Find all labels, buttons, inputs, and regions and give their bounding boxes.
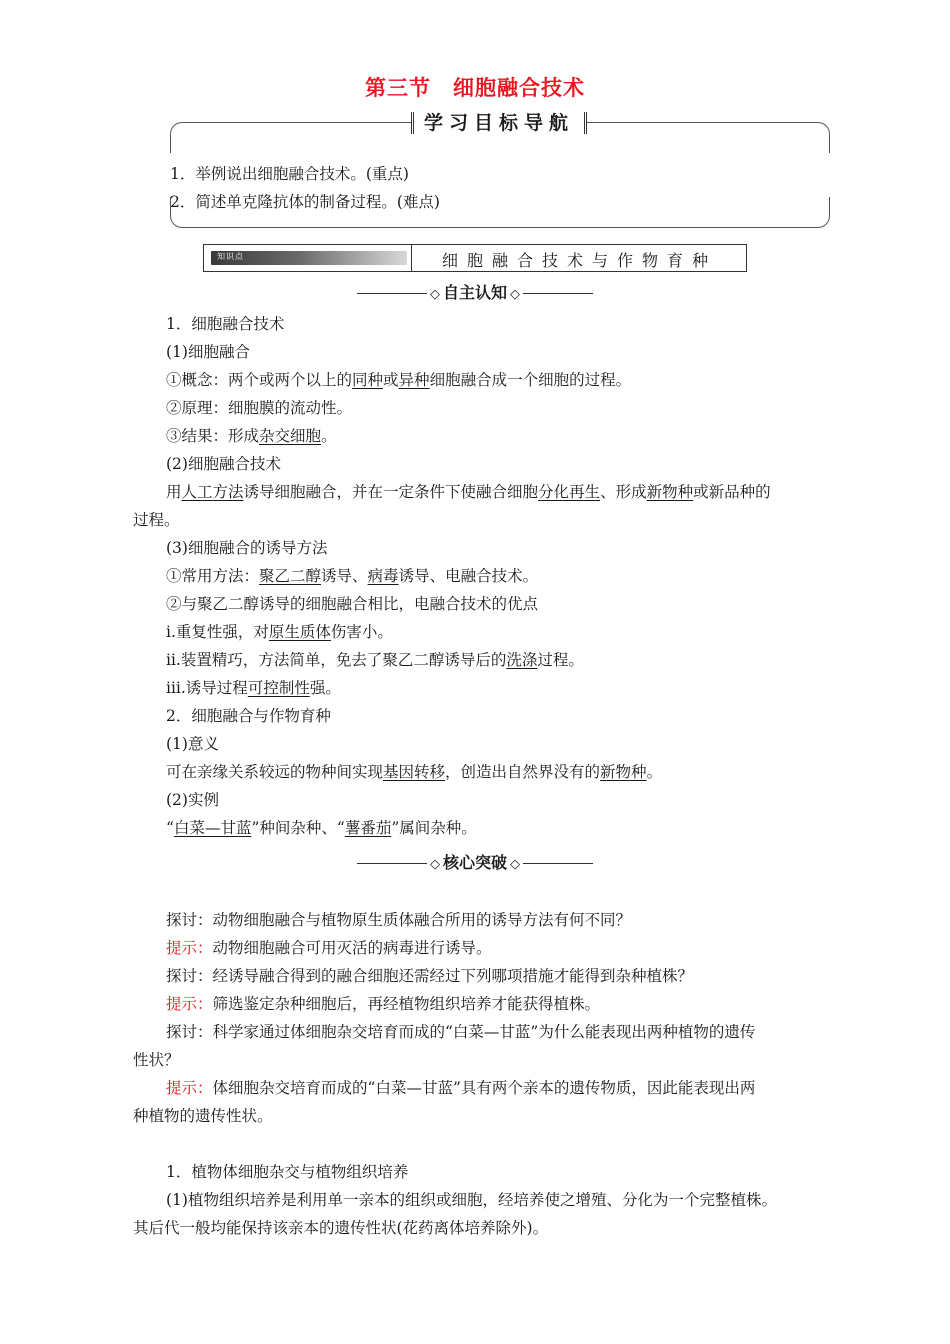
text-line: ⅰ.重复性强，对原生质体伤害小。 — [166, 623, 393, 641]
knowledge-point-label: 知识点 — [211, 251, 407, 265]
objectives-header: 学习目标导航 — [411, 112, 587, 134]
text-line: 1．植物体细胞杂交与植物组织培养 — [166, 1163, 409, 1181]
knowledge-point-title: 细胞融合技术与作物育种 — [441, 251, 717, 270]
text-line: 可在亲缘关系较远的物种间实现基因转移，创造出自然界没有的新物种。 — [166, 763, 663, 781]
text-line: ③结果：形成杂交细胞。 — [166, 427, 337, 445]
text-line: 提示：动物细胞融合可用灭活的病毒进行诱导。 — [166, 939, 492, 957]
text-line: 过程。 — [133, 511, 180, 529]
text-line: (2)实例 — [166, 791, 219, 809]
page-title: 第三节 细胞融合技术 — [365, 75, 585, 100]
text-line: 1．细胞融合技术 — [166, 315, 285, 333]
text-line: (1)植物组织培养是利用单一亲本的组织或细胞，经培养使之增殖、分化为一个完整植株。 — [166, 1191, 777, 1209]
section-header-autonomous: ◇ 自主认知 ◇ — [0, 280, 950, 303]
text-line: ①常用方法：聚乙二醇诱导、病毒诱导、电融合技术。 — [166, 567, 539, 585]
text-line: 提示：体细胞杂交培育而成的“白菜—甘蓝”具有两个亲本的遗传物质，因此能表现出两 — [166, 1079, 756, 1097]
objective-item-1: 1．举例说出细胞融合技术。(重点) — [170, 165, 409, 183]
text-line: 2．细胞融合与作物育种 — [166, 707, 331, 725]
text-line: ①概念：两个或两个以上的同种或异种细胞融合成一个细胞的过程。 — [166, 371, 632, 389]
text-line: 性状？ — [133, 1051, 180, 1069]
section-header-core: ◇ 核心突破 ◇ — [0, 850, 950, 873]
text-line: ②与聚乙二醇诱导的细胞融合相比，电融合技术的优点 — [166, 595, 539, 613]
text-line: ⅱ.装置精巧，方法简单，免去了聚乙二醇诱导后的洗涤过程。 — [166, 651, 584, 669]
text-line: 探讨：动物细胞融合与植物原生质体融合所用的诱导方法有何不同？ — [166, 911, 632, 929]
text-line: 用人工方法诱导细胞融合，并在一定条件下使融合细胞分化再生、形成新物种或新品种的 — [166, 483, 771, 501]
learning-objectives-box — [170, 112, 828, 228]
objective-item-2: 2．简述单克隆抗体的制备过程。(难点) — [170, 193, 440, 211]
text-line: (1)细胞融合 — [166, 343, 250, 361]
text-line: 其后代一般均能保持该亲本的遗传性状(花药离体培养除外)。 — [133, 1219, 549, 1237]
text-line: 种植物的遗传性状。 — [133, 1107, 273, 1125]
text-line: “白菜—甘蓝”种间杂种、“薯番茄”属间杂种。 — [166, 819, 477, 837]
knowledge-point-bar — [203, 244, 747, 272]
text-line: (2)细胞融合技术 — [166, 455, 281, 473]
text-line: 探讨：科学家通过体细胞杂交培育而成的“白菜—甘蓝”为什么能表现出两种植物的遗传 — [166, 1023, 756, 1041]
text-line: 提示：筛选鉴定杂种细胞后，再经植物组织培养才能获得植株。 — [166, 995, 601, 1013]
text-line: 探讨：经诱导融合得到的融合细胞还需经过下列哪项措施才能得到杂种植株？ — [166, 967, 694, 985]
text-line: ⅲ.诱导过程可控制性强。 — [166, 679, 341, 697]
text-line: (3)细胞融合的诱导方法 — [166, 539, 328, 557]
text-line: ②原理：细胞膜的流动性。 — [166, 399, 353, 417]
text-line: (1)意义 — [166, 735, 219, 753]
